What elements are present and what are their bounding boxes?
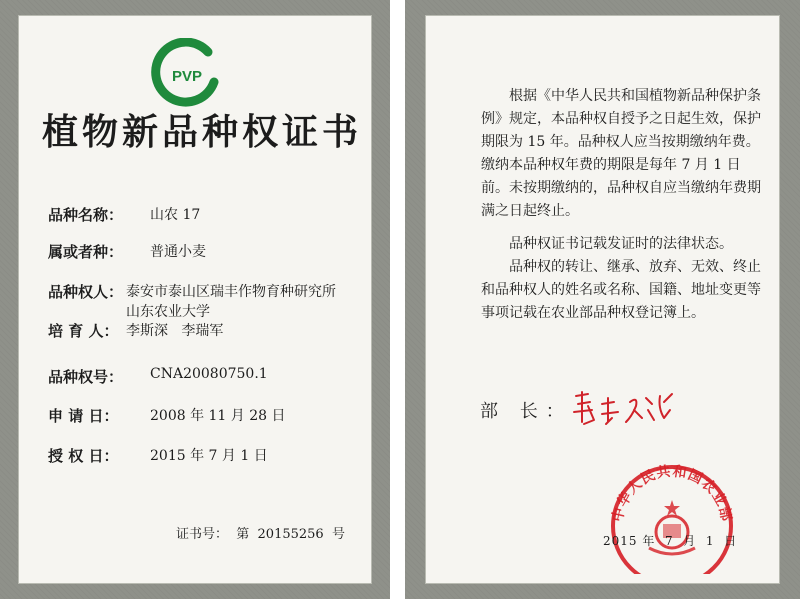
pvp-logo-icon bbox=[150, 38, 222, 110]
right-number-label: 品种权号： bbox=[48, 368, 124, 386]
variety-name-label: 品种名称： bbox=[48, 206, 124, 224]
issue-date: 2015 年 7 月 1 日 bbox=[603, 534, 738, 548]
paragraph-registration: 品种权的转让、继承、放弃、无效、终止和品种权人的姓名或名称、国籍、地址变更等事项记载在农业部品种权登记簿上。 bbox=[481, 259, 761, 321]
pvp-logo-text: PVP bbox=[171, 68, 203, 85]
official-seal-icon bbox=[605, 456, 739, 574]
right-holder-value-2: 山东农业大学 bbox=[126, 304, 210, 320]
grant-date-label: 授 权 日： bbox=[48, 447, 119, 465]
svg-text:中华人民共和国农业部 bbox=[609, 463, 735, 524]
right-holder-label: 品种权人： bbox=[48, 283, 124, 301]
paragraph-legal-status: 品种权证书记载发证时的法律状态。 bbox=[509, 236, 733, 252]
breeder-value: 李斯深 李瑞军 bbox=[126, 323, 224, 339]
certificate-number: 证书号： 第 20155256 号 bbox=[176, 527, 345, 542]
minister-signature bbox=[568, 388, 678, 430]
paragraph-protection-terms: 根据《中华人民共和国植物新品种保护条例》规定，本品种权自授予之日起生效，保护期限为 15 年。品种权人应当按期缴纳年费。缴纳本品种权年费的期限是每年 7 月 1 日前。未按期缴纳的，品种权自应当缴纳年费期满之日起终止。 bbox=[481, 88, 761, 219]
right-holder-value-1: 泰安市泰山区瑞丰作物育种研究所 bbox=[126, 284, 336, 300]
right-number-value: CNA20080750.1 bbox=[150, 366, 268, 382]
minister-label: 部 长： bbox=[480, 401, 572, 422]
application-date-value: 2008 年 11 月 28 日 bbox=[150, 408, 286, 424]
genus-species-value: 普通小麦 bbox=[150, 244, 206, 260]
application-date-label: 申 请 日： bbox=[48, 407, 119, 425]
genus-species-label: 属或者种： bbox=[48, 243, 124, 261]
seal-text: 中华人民共和国农业部 bbox=[609, 463, 735, 524]
breeder-label: 培 育 人： bbox=[48, 322, 119, 340]
certificate-title: 植物新品种权证书 bbox=[42, 111, 363, 153]
grant-date-value: 2015 年 7 月 1 日 bbox=[150, 448, 268, 464]
variety-name-value: 山农 17 bbox=[150, 207, 201, 223]
